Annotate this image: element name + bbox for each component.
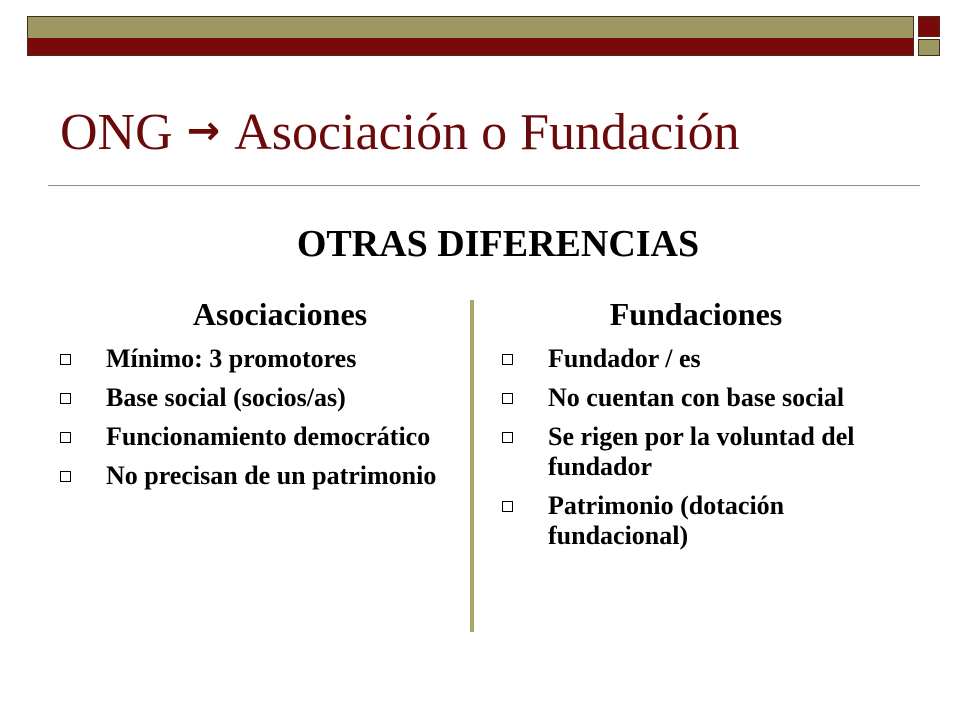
top-band-maroon-stripe (28, 38, 913, 55)
hollow-square-bullet-icon (60, 354, 71, 365)
column-heading-asociaciones: Asociaciones (192, 296, 368, 332)
fundaciones-list (502, 344, 922, 560)
corner-maroon-square (918, 16, 940, 37)
top-decorative-band (27, 16, 914, 56)
slide-title (60, 104, 740, 161)
title-underline-rule (48, 185, 920, 186)
list-item-text: Fundador / es (548, 344, 701, 373)
title-part-asociacion: Asociación o Fundación (234, 104, 740, 161)
hollow-square-bullet-icon (502, 432, 513, 443)
hollow-square-bullet-icon (502, 393, 513, 404)
list-item (502, 344, 922, 374)
slide-subtitle: OTRAS DIFERENCIAS (296, 223, 700, 265)
right-arrow-icon: → (186, 108, 221, 154)
list-item (60, 344, 460, 374)
list-item-text: Se rigen por la voluntad del fundador (548, 422, 855, 481)
list-item (60, 422, 460, 452)
asociaciones-list (60, 344, 460, 500)
hollow-square-bullet-icon (60, 393, 71, 404)
corner-olive-square (918, 39, 940, 56)
hollow-square-bullet-icon (502, 354, 513, 365)
list-item-text: Patrimonio (dotación fundacional) (548, 491, 785, 550)
list-item-text: Funcionamiento democrático (106, 422, 431, 451)
list-item-text: Mínimo: 3 promotores (106, 344, 357, 373)
list-item (60, 383, 460, 413)
list-item-text: Base social (socios/as) (106, 383, 346, 412)
list-item (502, 422, 922, 482)
list-item (502, 383, 922, 413)
list-item-text: No cuentan con base social (548, 383, 845, 412)
hollow-square-bullet-icon (60, 471, 71, 482)
column-divider (470, 300, 474, 632)
column-heading-fundaciones: Fundaciones (609, 296, 783, 332)
hollow-square-bullet-icon (60, 432, 71, 443)
title-part-ong: ONG (60, 104, 173, 161)
list-item (502, 491, 922, 551)
list-item-text: No precisan de un patrimonio (106, 461, 437, 490)
hollow-square-bullet-icon (502, 501, 513, 512)
list-item (60, 461, 460, 491)
top-band-olive-stripe (28, 17, 913, 38)
